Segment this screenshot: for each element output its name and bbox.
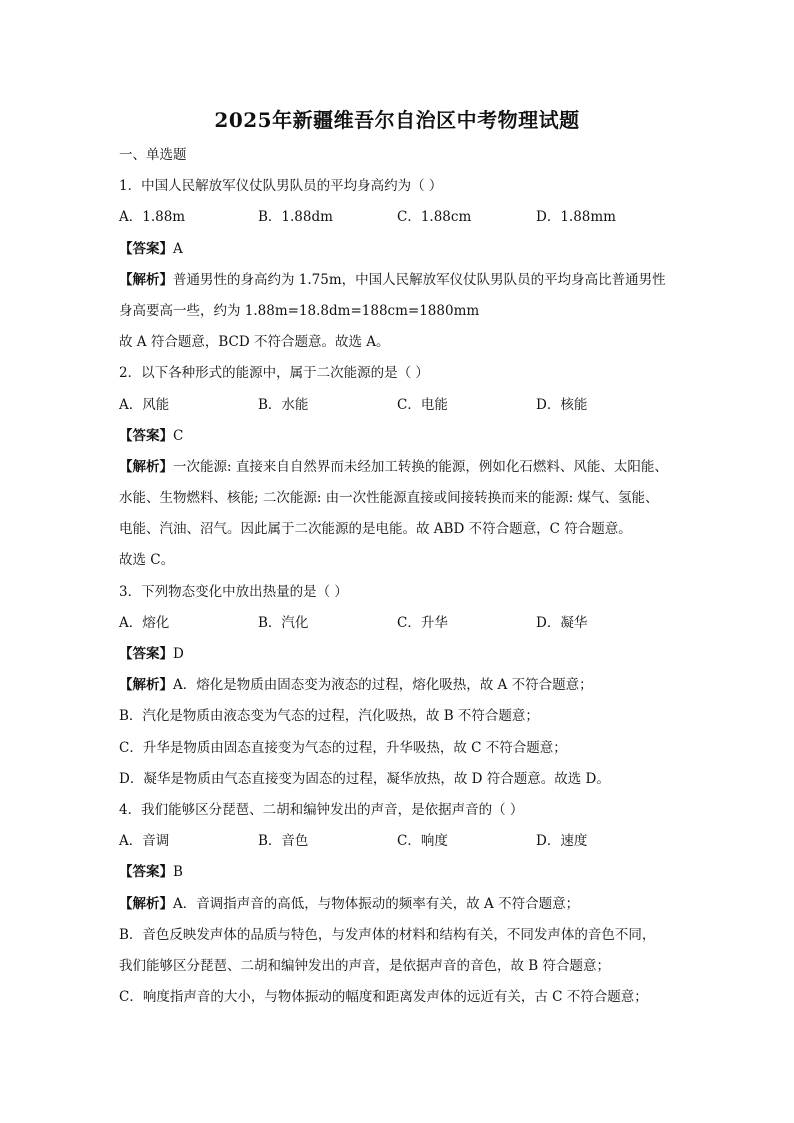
question-1-options [119,207,679,238]
option-d: D．核能 [536,396,588,413]
analysis-tag: 【解析】 [119,458,173,475]
answer-value: A [173,240,183,257]
analysis-text: A．音调指声音的高低，与物体振动的频率有关，故 A 不符合题意； [173,895,580,912]
question-1-analysis-line: 身高要高一些，约为 1.88m=18.8dm=188cm=1880mm [119,302,480,319]
analysis-text: A．熔化是物质由固态变为液态的过程，熔化吸热，故 A 不符合题意； [173,677,593,694]
question-4-stem: 4．我们能够区分琵琶、二胡和编钟发出的声音，是依据声音的（ ） [119,801,524,818]
option-b: B．水能 [258,396,309,413]
option-d: D．1.88mm [536,209,616,226]
question-3-stem: 3．下列物态变化中放出热量的是（ ） [119,583,348,600]
question-2-options [119,395,679,426]
question-1-stem: 1．中国人民解放军仪仗队男队员的平均身高约为（ ） [119,178,443,195]
question-4-analysis-line: C．响度指声音的大小，与物体振动的幅度和距离发声体的远近有关，古 C 不符合题意； [119,989,648,1006]
answer-tag: 【答案】 [119,646,173,662]
question-4-analysis-line: 我们能够区分琵琶、二胡和编钟发出的声音，是依据声音的音色，故 B 符合题意； [119,957,611,974]
question-3-analysis-line: B．汽化是物质由液态变为气态的过程，汽化吸热，故 B 不符合题意； [119,708,539,725]
option-c: C．电能 [397,396,448,413]
answer-value: D [173,646,184,662]
document-body [119,145,679,1018]
option-a: A．风能 [119,396,170,413]
question-2-analysis-line: 故选 C。 [119,552,175,569]
answer-tag: 【答案】 [119,240,173,257]
section-heading: 一、单选题 [119,147,187,163]
question-2-analysis-line: 电能、汽油、沼气。因此属于二次能源的是电能。故 ABD 不符合题意，C 符合题意。 [119,521,632,538]
option-d: D．凝华 [536,614,588,631]
question-2-analysis-line: 水能、生物燃料、核能; 二次能源: 由一次性能源直接或间接转换而来的能源: 煤气、氢能、 [119,490,659,507]
question-4-options [119,831,679,862]
question-4-analysis-line: B．音色反映发声体的品质与特色，与发声体的材料和结构有关，不同发声体的音色不同， [119,926,656,943]
analysis-text: 一次能源: 直接来自自然界而未经加工转换的能源，例如化石燃料、风能、太阳能、 [173,458,668,475]
option-c: C．响度 [397,833,448,850]
option-b: B．汽化 [258,614,309,631]
question-2-analysis-line [119,457,679,488]
question-2-stem: 2．以下各种形式的能源中，属于二次能源的是（ ） [119,365,429,382]
question-3-analysis-line: D．凝华是物质由气态直接变为固态的过程，凝华放热，故 D 符合题意。故选 D。 [119,770,610,787]
page-title: 2025年新疆维吾尔自治区中考物理试题 [214,108,580,132]
question-2-answer [119,426,679,457]
option-c: C．升华 [397,614,448,631]
analysis-tag: 【解析】 [119,895,173,912]
answer-value: C [173,427,184,444]
analysis-tag: 【解析】 [119,271,173,288]
question-3-answer [119,644,679,675]
option-a: A．1.88m [119,209,186,226]
question-1-answer [119,239,679,270]
answer-value: B [173,864,183,881]
option-a: A．音调 [119,833,170,850]
question-3-analysis-line [119,675,679,706]
answer-tag: 【答案】 [119,864,173,881]
question-1-analysis-line: 故 A 符合题意，BCD 不符合题意。故选 A。 [119,334,390,351]
option-d: D．速度 [536,833,588,850]
option-a: A．熔化 [119,614,170,631]
option-b: B．音色 [258,833,309,850]
option-c: C．1.88cm [397,209,472,226]
question-3-analysis-line: C．升华是物质由固态直接变为气态的过程，升华吸热，故 C 不符合题意； [119,739,567,756]
question-4-analysis-line [119,894,679,925]
question-1-analysis-line [119,270,679,301]
analysis-tag: 【解析】 [119,677,173,694]
answer-tag: 【答案】 [119,427,173,444]
option-b: B．1.88dm [258,209,333,226]
analysis-text: 普通男性的身高约为 1.75m，中国人民解放军仪仗队男队员的平均身高比普通男性 [173,271,666,288]
question-3-options [119,613,679,644]
question-4-answer [119,862,679,893]
